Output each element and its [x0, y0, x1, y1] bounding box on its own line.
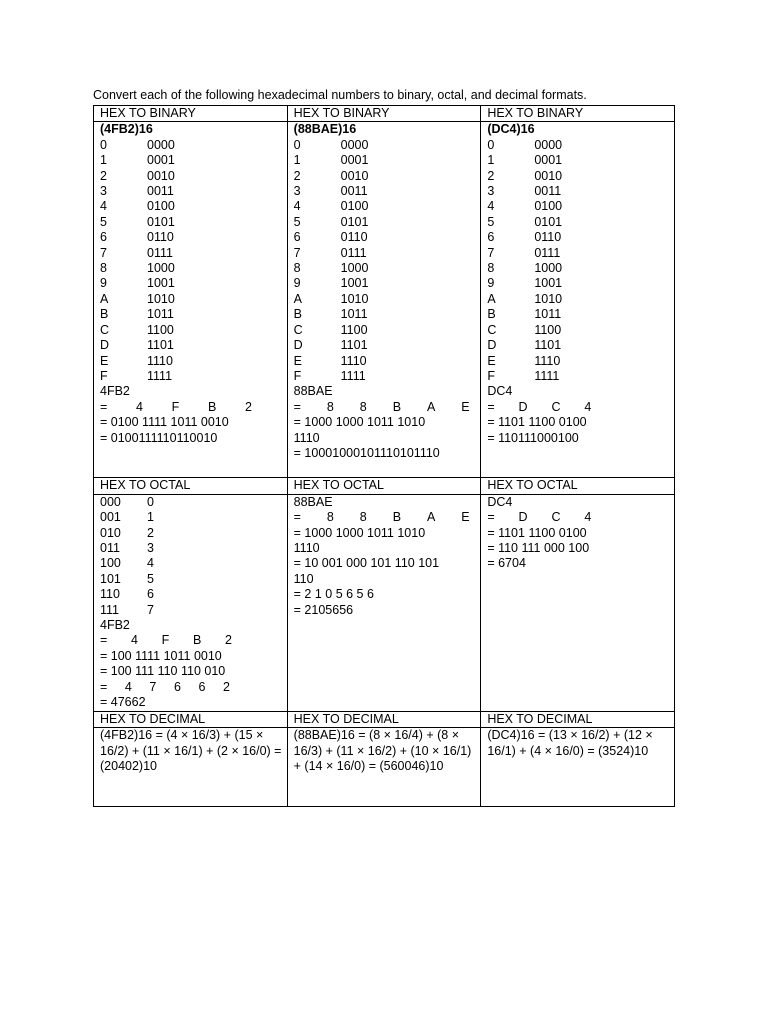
- step-line: = 110111000100: [487, 430, 579, 445]
- header-octal-2: HEX TO OCTAL: [287, 478, 481, 494]
- octal-cell-2: [287, 494, 481, 711]
- digit: 4: [584, 399, 592, 414]
- lookup-row: [100, 153, 287, 168]
- lookup-binary: 1101: [147, 338, 174, 353]
- lookup-row: [100, 199, 287, 214]
- lookup-hex: 7: [293, 245, 301, 260]
- lookup-hex: 5: [100, 214, 107, 229]
- lookup-binary: 0001: [340, 153, 369, 168]
- header-octal-3: HEX TO OCTAL: [481, 478, 675, 494]
- lookup-binary: 0010: [534, 168, 563, 183]
- header-decimal-3: HEX TO DECIMAL: [481, 711, 675, 727]
- lookup-hex: A: [100, 291, 109, 306]
- hex-number: (4FB2)16: [100, 122, 153, 137]
- lookup-row: [294, 323, 481, 338]
- lookup-row: [487, 199, 674, 214]
- digit: F: [171, 399, 180, 414]
- digit: 8: [359, 399, 367, 414]
- lookup-hex: 3: [100, 184, 107, 199]
- lookup-row: [100, 138, 287, 153]
- lookup-row: [100, 261, 287, 276]
- digit: C: [551, 399, 561, 414]
- hex-number: (DC4)16: [487, 122, 535, 137]
- lookup-binary: 1011: [340, 307, 368, 322]
- lookup-hex: 2: [293, 168, 301, 183]
- result-line: = 47662: [100, 695, 146, 710]
- lookup-row: [487, 369, 674, 384]
- digit: 8: [359, 510, 367, 525]
- digit: 8: [326, 510, 334, 525]
- lookup-hex: C: [487, 322, 497, 337]
- lookup-row: [487, 138, 674, 153]
- lookup-hex: B: [293, 307, 302, 322]
- lookup-binary: 0110: [340, 230, 368, 245]
- lookup-binary: 0110: [147, 230, 174, 245]
- lookup-hex: 0: [487, 137, 495, 152]
- lookup-binary: 0100: [340, 199, 369, 214]
- digit: =: [293, 510, 301, 525]
- lookup-hex: 4: [487, 199, 495, 214]
- digit: 6: [173, 679, 181, 694]
- lookup-binary: 1001: [534, 276, 563, 291]
- lookup-hex: 2: [100, 168, 107, 183]
- lookup-binary: 1001: [340, 276, 369, 291]
- lookup-binary: 1110: [534, 353, 561, 368]
- lookup-row: [100, 230, 287, 245]
- lookup-octal: 3: [147, 541, 154, 556]
- lookup-row: [294, 246, 481, 261]
- lookup-row: [294, 138, 481, 153]
- lookup-row: [100, 215, 287, 230]
- binary-octal-lookup: [100, 495, 287, 618]
- lookup-hex: D: [487, 338, 497, 353]
- lookup-hex: 5: [293, 214, 301, 229]
- lookup-binary: 0001: [534, 153, 563, 168]
- hex-binary-lookup: [294, 138, 481, 385]
- lookup-binary: 0010: [340, 168, 369, 183]
- lookup-row: [487, 169, 674, 184]
- digit: =: [487, 510, 495, 525]
- hex-value: 4FB2: [100, 618, 130, 633]
- lookup-binary: 1001: [147, 276, 175, 291]
- lookup-row: [294, 215, 481, 230]
- digit: 4: [136, 399, 143, 414]
- lookup-binary: 0001: [147, 153, 175, 168]
- lookup-binary: 0100: [147, 199, 175, 214]
- conversion-table: [93, 105, 675, 807]
- lookup-octal: 1: [147, 510, 154, 525]
- digit-row: [294, 510, 476, 525]
- digit: F: [161, 633, 170, 648]
- step-line: = 1000 1000 1011 1010: [293, 525, 426, 540]
- binary-cell-3: [481, 122, 675, 478]
- lookup-hex: A: [293, 291, 302, 306]
- lookup-hex: 2: [487, 168, 495, 183]
- lookup-row: [487, 261, 674, 276]
- lookup-hex: E: [100, 353, 109, 368]
- lookup-binary: 011: [100, 541, 120, 556]
- digit: B: [207, 399, 217, 414]
- lookup-hex: 9: [487, 276, 495, 291]
- lookup-row: [487, 215, 674, 230]
- step-line: = 1101 1100 0100: [487, 525, 587, 540]
- step-line: = 100 1111 1011 0010: [100, 648, 222, 663]
- digit: 8: [326, 399, 334, 414]
- lookup-row: [294, 338, 481, 353]
- digit: B: [192, 633, 202, 648]
- digit: 2: [245, 399, 252, 414]
- hex-value: 4FB2: [100, 384, 130, 399]
- lookup-hex: D: [293, 338, 303, 353]
- digit-row: [100, 633, 238, 648]
- hex-value: DC4: [487, 384, 513, 399]
- lookup-binary: 1000: [534, 261, 563, 276]
- lookup-hex: 0: [100, 137, 107, 152]
- lookup-binary: 0011: [340, 184, 368, 199]
- digit-row: [294, 400, 476, 415]
- lookup-binary: 1111: [534, 368, 560, 383]
- lookup-hex: 9: [293, 276, 301, 291]
- step-line: = 2105656: [293, 602, 354, 617]
- hex-value: 88BAE: [293, 384, 333, 399]
- binary-cell-1: [94, 122, 288, 478]
- digit: =: [100, 633, 108, 648]
- octal-cell-3: [481, 494, 675, 711]
- digit-row: [487, 510, 597, 525]
- step-line: = 2 1 0 5 6 5 6: [293, 587, 374, 602]
- lookup-binary: 0101: [340, 214, 369, 229]
- digit: 6: [198, 679, 206, 694]
- header-decimal-1: HEX TO DECIMAL: [94, 711, 288, 727]
- lookup-row: [100, 246, 287, 261]
- header-binary-3: HEX TO BINARY: [481, 106, 675, 122]
- digit: =: [487, 399, 495, 414]
- lookup-hex: 8: [293, 261, 301, 276]
- lookup-row: [100, 292, 287, 307]
- digit-row: [100, 680, 236, 695]
- lookup-binary: 1111: [147, 368, 173, 383]
- lookup-hex: 6: [293, 230, 301, 245]
- lookup-hex: 7: [100, 245, 107, 260]
- digit: 4: [131, 633, 138, 648]
- lookup-binary: 1010: [147, 291, 175, 306]
- lookup-hex: 6: [487, 230, 495, 245]
- digit: A: [426, 510, 436, 525]
- lookup-row: [100, 307, 287, 322]
- digit: D: [518, 510, 528, 525]
- lookup-row: [100, 169, 287, 184]
- lookup-binary: 0000: [340, 137, 369, 152]
- hex-number: (88BAE)16: [293, 122, 357, 137]
- lookup-row: [294, 230, 481, 245]
- lookup-hex: 4: [293, 199, 301, 214]
- lookup-binary: 1000: [147, 261, 175, 276]
- lookup-hex: B: [487, 307, 496, 322]
- digit: B: [392, 510, 402, 525]
- lookup-row: [100, 338, 287, 353]
- lookup-row: [294, 184, 481, 199]
- lookup-row: [294, 169, 481, 184]
- digit: 2: [225, 633, 232, 648]
- step-line: 110: [293, 571, 314, 586]
- decimal-cell-2: (88BAE)16 = (8 × 16/4) + (8 × 16/3) + (11 × 16/2) + (10 × 16/1) + (14 × 16/0) = (560046)10: [287, 728, 481, 807]
- lookup-row: [100, 572, 287, 587]
- lookup-row: [294, 261, 481, 276]
- lookup-hex: 8: [487, 261, 495, 276]
- digit: 2: [223, 679, 230, 694]
- lookup-octal: 7: [147, 602, 154, 617]
- lookup-hex: F: [487, 368, 495, 383]
- lookup-row: [487, 354, 674, 369]
- lookup-row: [100, 603, 287, 618]
- digit: E: [461, 510, 470, 525]
- lookup-hex: C: [100, 322, 110, 337]
- lookup-row: [100, 510, 287, 525]
- lookup-row: [294, 292, 481, 307]
- lookup-binary: 1110: [340, 353, 367, 368]
- digit: =: [100, 399, 108, 414]
- step-line: = 1101 1100 0100: [487, 415, 587, 430]
- step-line: 1110: [293, 430, 320, 445]
- page-title: Convert each of the following hexadecimal numbers to binary, octal, and decimal formats.: [93, 88, 587, 102]
- lookup-hex: 3: [487, 184, 495, 199]
- lookup-hex: 3: [293, 184, 301, 199]
- digit: 7: [149, 679, 157, 694]
- lookup-binary: 0111: [534, 245, 561, 260]
- lookup-hex: E: [293, 353, 302, 368]
- lookup-row: [487, 246, 674, 261]
- digit: E: [461, 399, 470, 414]
- lookup-binary: 1101: [534, 338, 562, 353]
- lookup-row: [294, 276, 481, 291]
- lookup-row: [487, 153, 674, 168]
- hex-binary-lookup: [487, 138, 674, 385]
- hex-value: 88BAE: [293, 494, 333, 509]
- lookup-hex: 0: [293, 137, 301, 152]
- lookup-row: [487, 184, 674, 199]
- lookup-row: [100, 184, 287, 199]
- lookup-hex: A: [487, 291, 496, 306]
- lookup-hex: 6: [100, 230, 107, 245]
- lookup-binary: 000: [100, 494, 121, 509]
- digit-row: [487, 400, 597, 415]
- lookup-hex: 4: [100, 199, 107, 214]
- lookup-row: [487, 323, 674, 338]
- header-binary-2: HEX TO BINARY: [287, 106, 481, 122]
- lookup-octal: 5: [147, 571, 154, 586]
- lookup-row: [487, 307, 674, 322]
- digit: B: [392, 399, 402, 414]
- octal-cell-1: [94, 494, 288, 711]
- step-line: = 10001000101110101110: [293, 445, 440, 460]
- hex-value: DC4: [487, 494, 513, 509]
- binary-cell-2: [287, 122, 481, 478]
- digit: C: [551, 510, 561, 525]
- lookup-row: [100, 369, 287, 384]
- lookup-hex: 1: [487, 153, 495, 168]
- lookup-hex: F: [293, 368, 302, 383]
- lookup-row: [294, 354, 481, 369]
- lookup-binary: 0101: [147, 214, 175, 229]
- lookup-binary: 0110: [534, 230, 562, 245]
- lookup-binary: 1110: [147, 353, 173, 368]
- lookup-hex: C: [293, 322, 303, 337]
- lookup-binary: 111: [100, 602, 120, 617]
- lookup-binary: 0011: [534, 184, 562, 199]
- lookup-row: [100, 495, 287, 510]
- lookup-row: [100, 354, 287, 369]
- decimal-cell-3: (DC4)16 = (13 × 16/2) + (12 × 16/1) + (4 × 16/0) = (3524)10: [481, 728, 675, 807]
- lookup-row: [294, 369, 481, 384]
- lookup-row: [487, 230, 674, 245]
- step-line: = 6704: [487, 556, 526, 571]
- lookup-binary: 0111: [147, 245, 173, 260]
- header-octal-1: HEX TO OCTAL: [94, 478, 288, 494]
- step-line: = 100 111 110 110 010: [100, 664, 226, 679]
- step-line: = 110 111 000 100: [487, 541, 590, 556]
- lookup-binary: 0111: [340, 245, 367, 260]
- lookup-row: [294, 199, 481, 214]
- lookup-row: [100, 541, 287, 556]
- digit: =: [293, 399, 301, 414]
- lookup-octal: 4: [147, 556, 154, 571]
- lookup-octal: 6: [147, 587, 154, 602]
- digit: A: [426, 399, 436, 414]
- step-line: 1110: [293, 541, 320, 556]
- lookup-binary: 1010: [534, 291, 563, 306]
- lookup-row: [100, 526, 287, 541]
- step-line: = 0100 1111 1011 0010: [100, 415, 229, 430]
- lookup-binary: 010: [100, 525, 121, 540]
- lookup-binary: 1011: [534, 307, 562, 322]
- lookup-binary: 1100: [340, 322, 368, 337]
- digit: 4: [124, 679, 132, 694]
- lookup-row: [100, 556, 287, 571]
- lookup-binary: 101: [100, 571, 121, 586]
- lookup-row: [100, 276, 287, 291]
- lookup-binary: 1100: [534, 322, 562, 337]
- lookup-binary: 0011: [147, 184, 174, 199]
- lookup-row: [100, 323, 287, 338]
- lookup-hex: E: [487, 353, 496, 368]
- lookup-hex: F: [100, 368, 108, 383]
- lookup-binary: 0000: [147, 137, 175, 152]
- decimal-cell-1: (4FB2)16 = (4 × 16/3) + (15 × 16/2) + (11 × 16/1) + (2 × 16/0) = (20402)10: [94, 728, 288, 807]
- lookup-hex: 8: [100, 261, 107, 276]
- lookup-binary: 1011: [147, 307, 174, 322]
- digit: D: [518, 399, 528, 414]
- lookup-binary: 001: [100, 510, 121, 525]
- lookup-hex: 7: [487, 245, 495, 260]
- digit: =: [100, 679, 108, 694]
- lookup-row: [487, 292, 674, 307]
- lookup-hex: D: [100, 338, 110, 353]
- digit-row: [100, 400, 258, 415]
- lookup-row: [487, 338, 674, 353]
- header-binary-1: HEX TO BINARY: [94, 106, 288, 122]
- lookup-binary: 1010: [340, 291, 369, 306]
- step-line: = 1000 1000 1011 1010: [293, 415, 426, 430]
- lookup-row: [100, 587, 287, 602]
- lookup-row: [487, 276, 674, 291]
- lookup-row: [294, 307, 481, 322]
- hex-binary-lookup: [100, 138, 287, 385]
- lookup-binary: 1111: [340, 368, 366, 383]
- lookup-binary: 0000: [534, 137, 563, 152]
- lookup-octal: 0: [147, 494, 154, 509]
- lookup-row: [294, 153, 481, 168]
- header-decimal-2: HEX TO DECIMAL: [287, 711, 481, 727]
- lookup-hex: B: [100, 307, 109, 322]
- lookup-binary: 110: [100, 587, 120, 602]
- lookup-binary: 0010: [147, 168, 175, 183]
- lookup-binary: 1000: [340, 261, 369, 276]
- lookup-hex: 9: [100, 276, 107, 291]
- lookup-binary: 100: [100, 556, 121, 571]
- lookup-hex: 1: [293, 153, 301, 168]
- step-line: = 0100111110110010: [100, 430, 218, 445]
- lookup-hex: 5: [487, 214, 495, 229]
- lookup-binary: 0101: [534, 214, 563, 229]
- lookup-hex: 1: [100, 153, 107, 168]
- lookup-binary: 1100: [147, 322, 174, 337]
- lookup-octal: 2: [147, 525, 154, 540]
- lookup-binary: 0100: [534, 199, 563, 214]
- lookup-binary: 1101: [340, 338, 368, 353]
- step-line: = 10 001 000 101 110 101: [293, 556, 440, 571]
- digit: 4: [584, 510, 592, 525]
